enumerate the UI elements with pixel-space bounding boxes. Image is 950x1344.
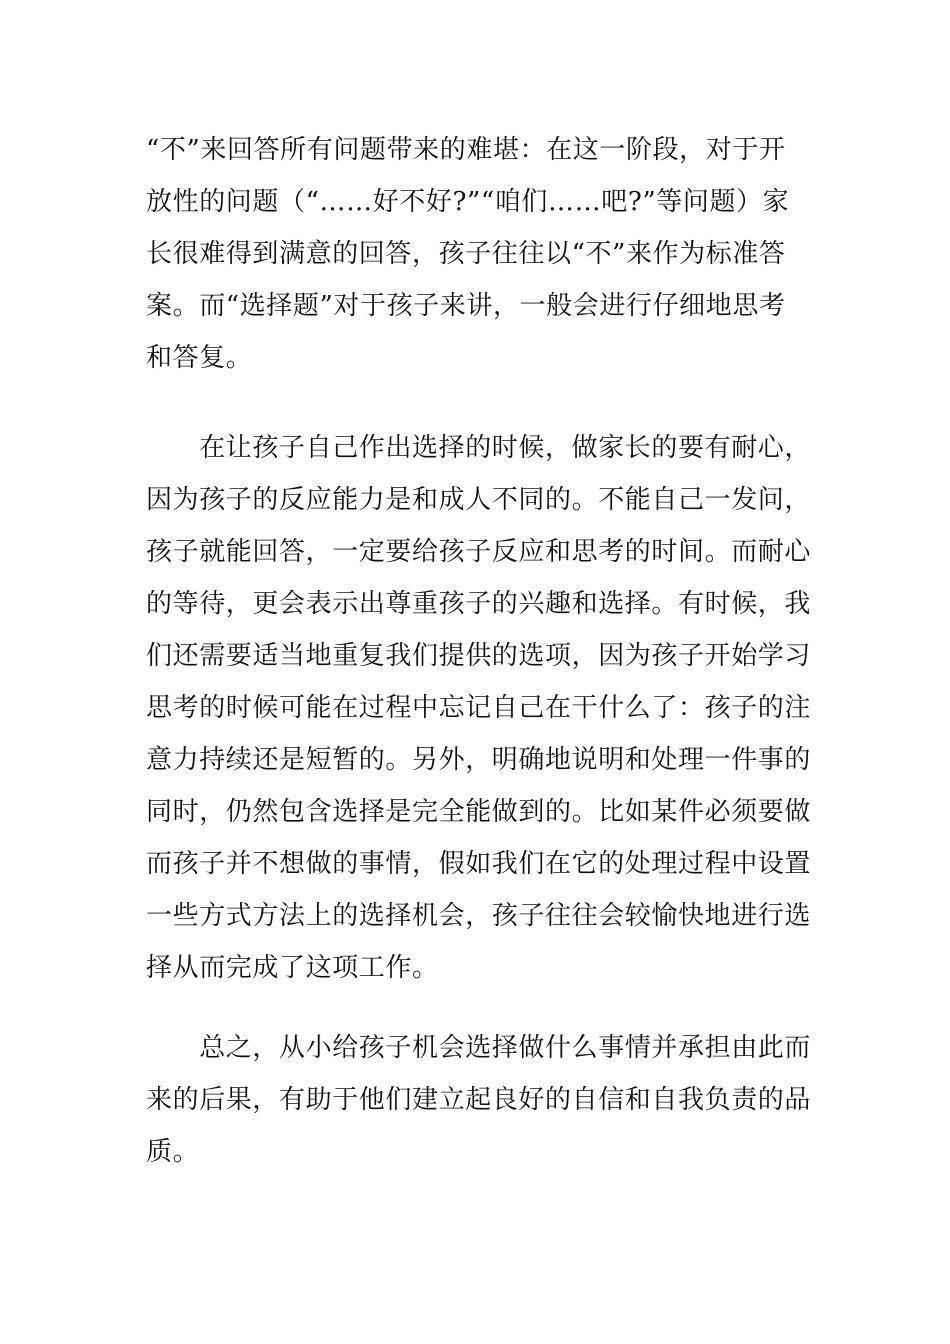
paragraph-2 (146, 422, 810, 994)
paragraph-line: 在让孩子自己作出选择的时候，做家长的要有耐心， (146, 433, 812, 463)
paragraph-line: 意力持续还是短暂的。另外，明确地说明和处理一件事的 (146, 745, 812, 775)
paragraph-3 (146, 1022, 810, 1178)
paragraph-line: 因为孩子的反应能力是和成人不同的。不能自己一发问， (146, 485, 812, 515)
paragraph-line: 的等待，更会表示出尊重孩子的兴趣和选择。有时候，我 (146, 589, 812, 619)
paragraph-line: “不”来回答所有问题带来的难堪：在这一阶段，对于开 (146, 135, 786, 165)
paragraph-line: 和答复。 (146, 343, 253, 373)
paragraph-line: 总之，从小给孩子机会选择做什么事情并承担由此而 (146, 1033, 812, 1063)
paragraph-line: 们还需要适当地重复我们提供的选项，因为孩子开始学习 (146, 641, 812, 671)
paragraph-1 (146, 124, 810, 384)
paragraph-line: 长很难得到满意的回答，孩子往往以“不”来作为标准答 (146, 239, 786, 269)
paragraph-line: 思考的时候可能在过程中忘记自己在干什么了：孩子的注 (146, 693, 812, 723)
paragraph-line: 案。而“选择题”对于孩子来讲，一般会进行仔细地思考 (146, 291, 786, 321)
paragraph-line: 来的后果，有助于他们建立起良好的自信和自我负责的品 (146, 1085, 812, 1115)
paragraph-line: 择从而完成了这项工作。 (146, 953, 439, 983)
paragraph-line: 质。 (146, 1137, 200, 1167)
paragraph-line: 孩子就能回答，一定要给孩子反应和思考的时间。而耐心 (146, 537, 812, 567)
paragraph-line: 放性的问题（“……好不好?”“咱们……吧?”等问题）家 (146, 187, 790, 217)
paragraph-line: 一些方式方法上的选择机会，孩子往往会较愉快地进行选 (146, 901, 812, 931)
paragraph-line: 而孩子并不想做的事情，假如我们在它的处理过程中设置 (146, 849, 812, 879)
paragraph-line: 同时，仍然包含选择是完全能做到的。比如某件必须要做 (146, 797, 812, 827)
